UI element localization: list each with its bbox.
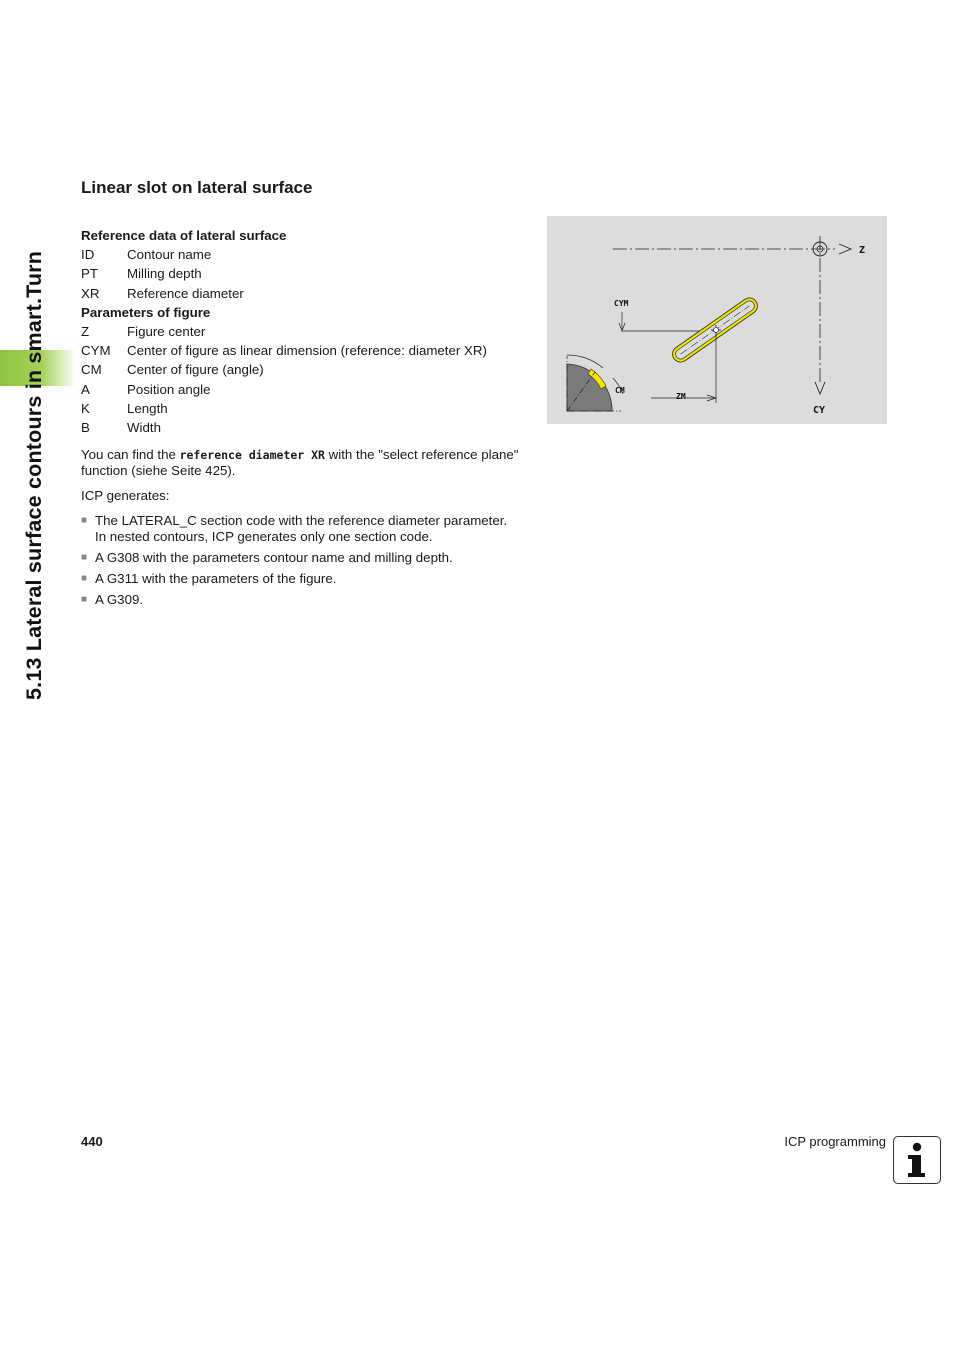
cym-label: CYM bbox=[614, 299, 629, 308]
chapter-name: ICP programming bbox=[784, 1134, 886, 1149]
list-item bbox=[81, 571, 521, 587]
zm-label: ZM bbox=[676, 392, 686, 401]
list-item bbox=[81, 550, 521, 566]
square-bullet-icon: ■ bbox=[81, 593, 88, 605]
param-description: Center of figure (angle) bbox=[127, 362, 264, 378]
param-code: CYM bbox=[81, 343, 111, 359]
param-code: Z bbox=[81, 323, 90, 339]
slot-diagram-svg bbox=[547, 216, 887, 424]
param-code: CM bbox=[81, 362, 102, 378]
param-code: XR bbox=[81, 285, 100, 301]
page-number: 440 bbox=[81, 1134, 103, 1149]
list-item bbox=[81, 592, 521, 608]
list-item-text: A G309. bbox=[95, 591, 144, 607]
reference-diameter-note bbox=[81, 447, 521, 479]
param-row bbox=[81, 418, 521, 437]
param-row bbox=[81, 245, 521, 264]
slot-diagram bbox=[547, 216, 887, 424]
note-prefix: You can find the bbox=[81, 446, 180, 462]
param-description: Milling depth bbox=[127, 266, 202, 282]
param-description: Figure center bbox=[127, 323, 206, 339]
param-row bbox=[81, 380, 521, 399]
param-row bbox=[81, 284, 521, 303]
square-bullet-icon: ■ bbox=[81, 551, 88, 563]
chapter-side-title-text: 5.13 Lateral surface contours in smart.Turn bbox=[22, 250, 46, 700]
note-code: reference diameter XR bbox=[179, 447, 325, 462]
param-row bbox=[81, 360, 521, 379]
generated-code-list bbox=[81, 513, 521, 608]
param-row bbox=[81, 341, 521, 360]
param-code: B bbox=[81, 420, 90, 436]
param-description: Length bbox=[127, 401, 168, 417]
param-code: ID bbox=[81, 247, 95, 262]
param-description: Position angle bbox=[127, 381, 211, 397]
info-icon bbox=[893, 1136, 941, 1184]
param-code: PT bbox=[81, 266, 98, 282]
figure-param-list bbox=[81, 322, 521, 438]
figure-params-title: Parameters of figure bbox=[81, 304, 211, 320]
square-bullet-icon: ■ bbox=[81, 514, 88, 526]
param-row bbox=[81, 399, 521, 418]
section-heading: Linear slot on lateral surface bbox=[81, 178, 313, 197]
square-bullet-icon: ■ bbox=[81, 572, 88, 584]
list-item-text: A G311 with the parameters of the figure. bbox=[95, 570, 337, 586]
z-axis-label: Z bbox=[859, 245, 866, 256]
param-row bbox=[81, 264, 521, 283]
main-content bbox=[81, 226, 521, 613]
param-row bbox=[81, 322, 521, 341]
cy-axis-label: CY bbox=[813, 405, 826, 416]
list-item-text: A G308 with the parameters contour name and milling depth. bbox=[95, 549, 453, 565]
param-description: Center of figure as linear dimension (reference: diameter XR) bbox=[127, 343, 487, 359]
param-code: A bbox=[81, 381, 90, 397]
cy-axis-arrow bbox=[815, 382, 825, 394]
list-item bbox=[81, 513, 521, 545]
param-code: K bbox=[81, 401, 90, 417]
generates-label: ICP generates: bbox=[81, 487, 170, 503]
reference-data-title: Reference data of lateral surface bbox=[81, 228, 287, 243]
param-description: Reference diameter bbox=[127, 285, 244, 301]
z-axis-arrow bbox=[839, 244, 851, 254]
param-description: Contour name bbox=[127, 247, 212, 262]
note-suffix: with the "select reference plane" function (siehe Seite 425). bbox=[81, 446, 519, 478]
param-description: Width bbox=[127, 420, 161, 436]
reference-param-list bbox=[81, 245, 521, 303]
cm-label: CM bbox=[615, 386, 625, 395]
list-item-text: The LATERAL_C section code with the reference diameter parameter. In nested contours, ICP generates only one section code. bbox=[95, 512, 508, 544]
